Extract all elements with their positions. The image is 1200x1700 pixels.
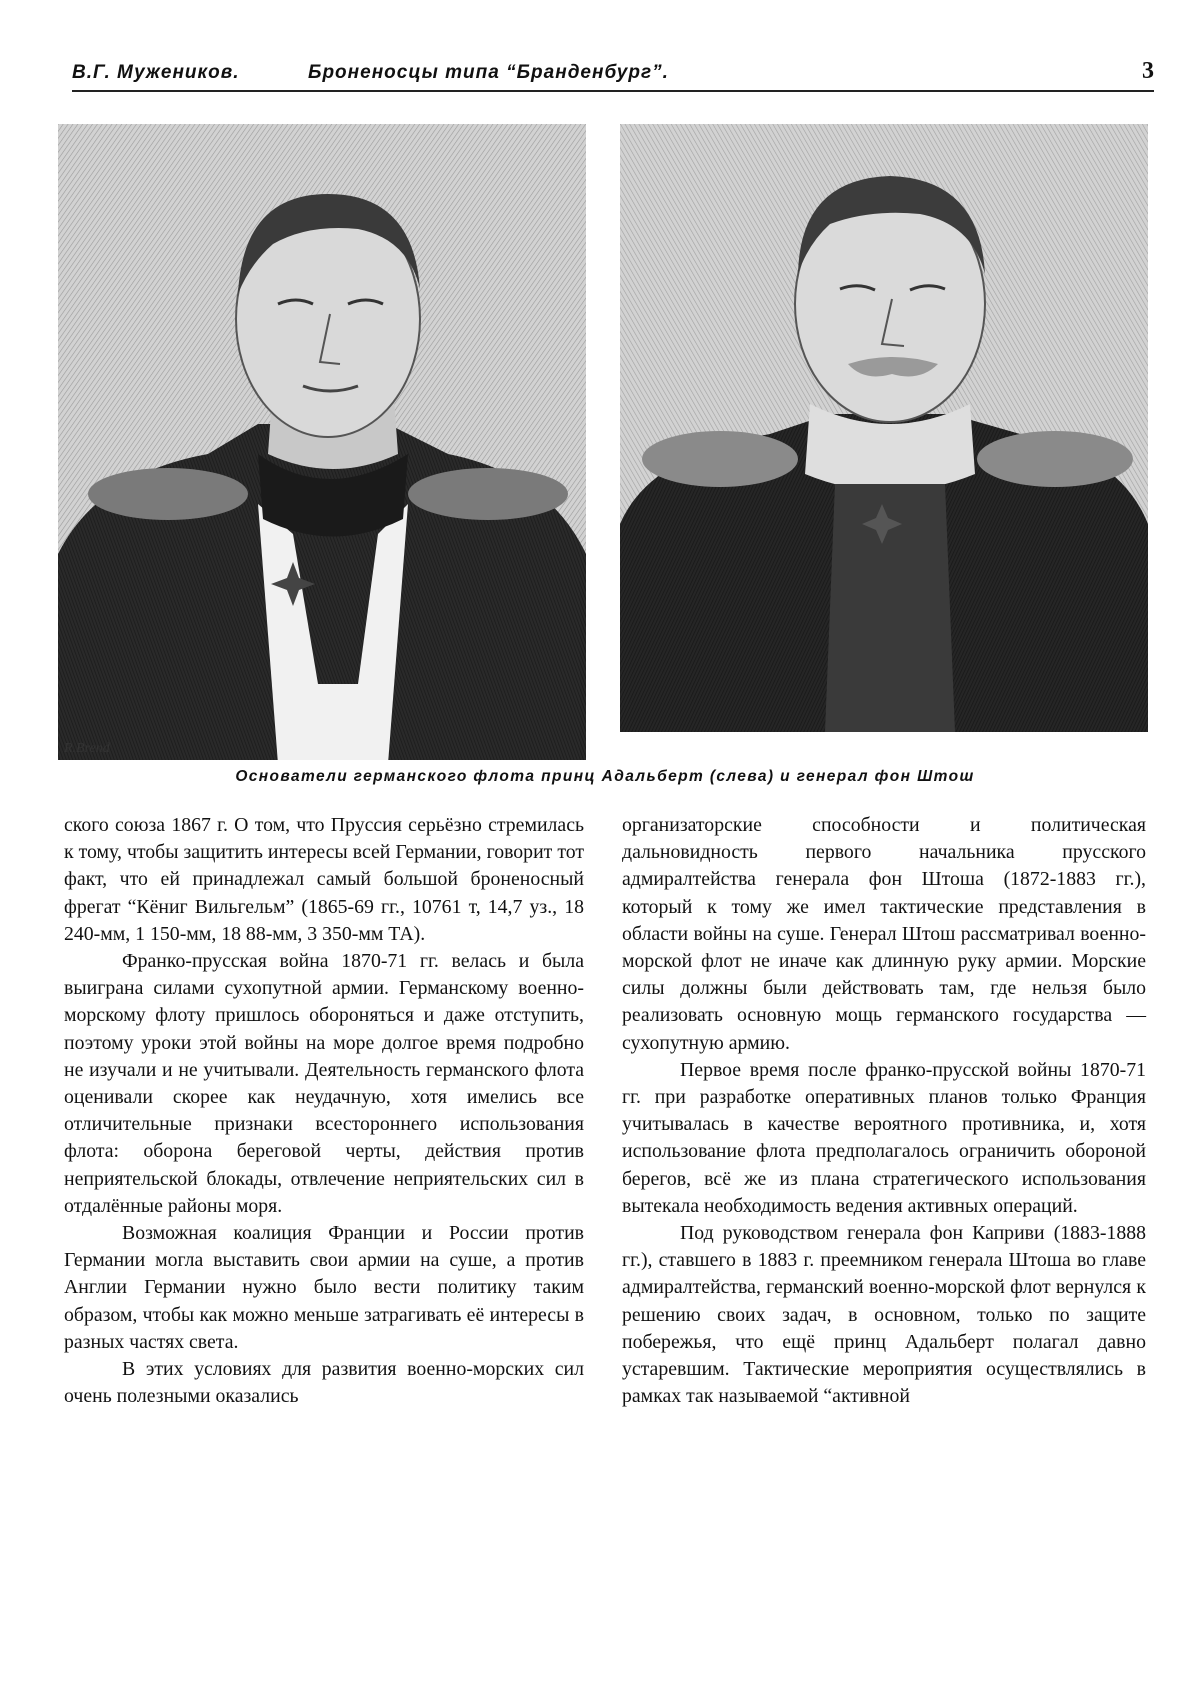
paragraph: Возможная коалиция Франции и России против Германии могла выставить свои армии на суше, а против Англии Германии нужно было вести политику таким образом, чтобы как можно меньше затрагивать её интересы в разных частях света.: [64, 1222, 584, 1353]
portrait-prince-adalbert: [58, 124, 586, 760]
running-header: [72, 58, 1154, 98]
paragraph: Под руководством генерала фон Каприви (1883-1888 гг.), ставшего в 1883 г. преемником генерала Штоша во главе адмиралтейства, германский военно-морской флот вернулся к решению своих задач, в основном, только по защите побережья, что ещё принц Адальберт полагал давно устаревшим. Тактические мероприятия осуществлялись в рамках так называемой “активной: [622, 1222, 1146, 1408]
portrait-general-von-stosch: [620, 124, 1148, 732]
paragraph: организаторские способности и политическая дальновидность первого начальника прусского адмиралтейства генерала фон Штоша (1872-1883 гг.), который к тому же имел тактические представления в области войны на суше. Генерал Штош рассматривал военно-морской флот не иначе как длинную руку армии. Морские силы должны были действовать там, где нельзя было реализовать основную мощь германского государства — сухопутную армию.: [622, 814, 1146, 1054]
header-book-title: Броненосцы типа “Бранденбург”.: [308, 62, 669, 83]
text-column-left: [64, 812, 584, 1410]
paragraph: В этих условиях для развития военно-морских сил очень полезными оказались: [64, 1358, 584, 1408]
header-rule: [72, 90, 1154, 92]
paragraph: Франко-прусская война 1870-71 гг. велась и была выиграна силами сухопутной армии. Германскому военно-морскому флоту пришлось обороняться и даже отступить, поэтому уроки этой войны на море долгое время подробно не изучали и не учитывали. Деятельность германского флота оценивали скорее как неудачную, хотя имелись все отличительные признаки всестороннего использования флота: оборона береговой черты, действия против неприятельской блокады, отвлечение неприятельских сил в отдалённые районы моря.: [64, 950, 584, 1217]
header-author: В.Г. Мужеников.: [72, 62, 240, 83]
engraver-signature: R.Brend: [64, 741, 110, 756]
paragraph: ского союза 1867 г. О том, что Пруссия серьёзно стремилась к тому, чтобы защитить интересы всей Германии, говорит тот факт, что ей принадлежал самый большой броненосный фрегат “Кёниг Вильгельм” (1865-69 гг., 10761 т, 14,7 уз., 18 240-мм, 1 150-мм, 18 88-мм, 3 350-мм ТА).: [64, 814, 584, 945]
text-column-right: [622, 812, 1146, 1410]
paragraph: Первое время после франко-прусской войны 1870-71 гг. при разработке оперативных планов только Франция учитывалась в качестве вероятного противника, и, хотя использование флота предполагалось ограничить обороной берегов, всё же из плана стратегического использования вытекала необходимость ведения активных операций.: [622, 1058, 1146, 1217]
figure-caption: Основатели германского флота принц Адальберт (слева) и генерал фон Штош: [235, 768, 975, 785]
page-number: 3: [1142, 58, 1154, 84]
